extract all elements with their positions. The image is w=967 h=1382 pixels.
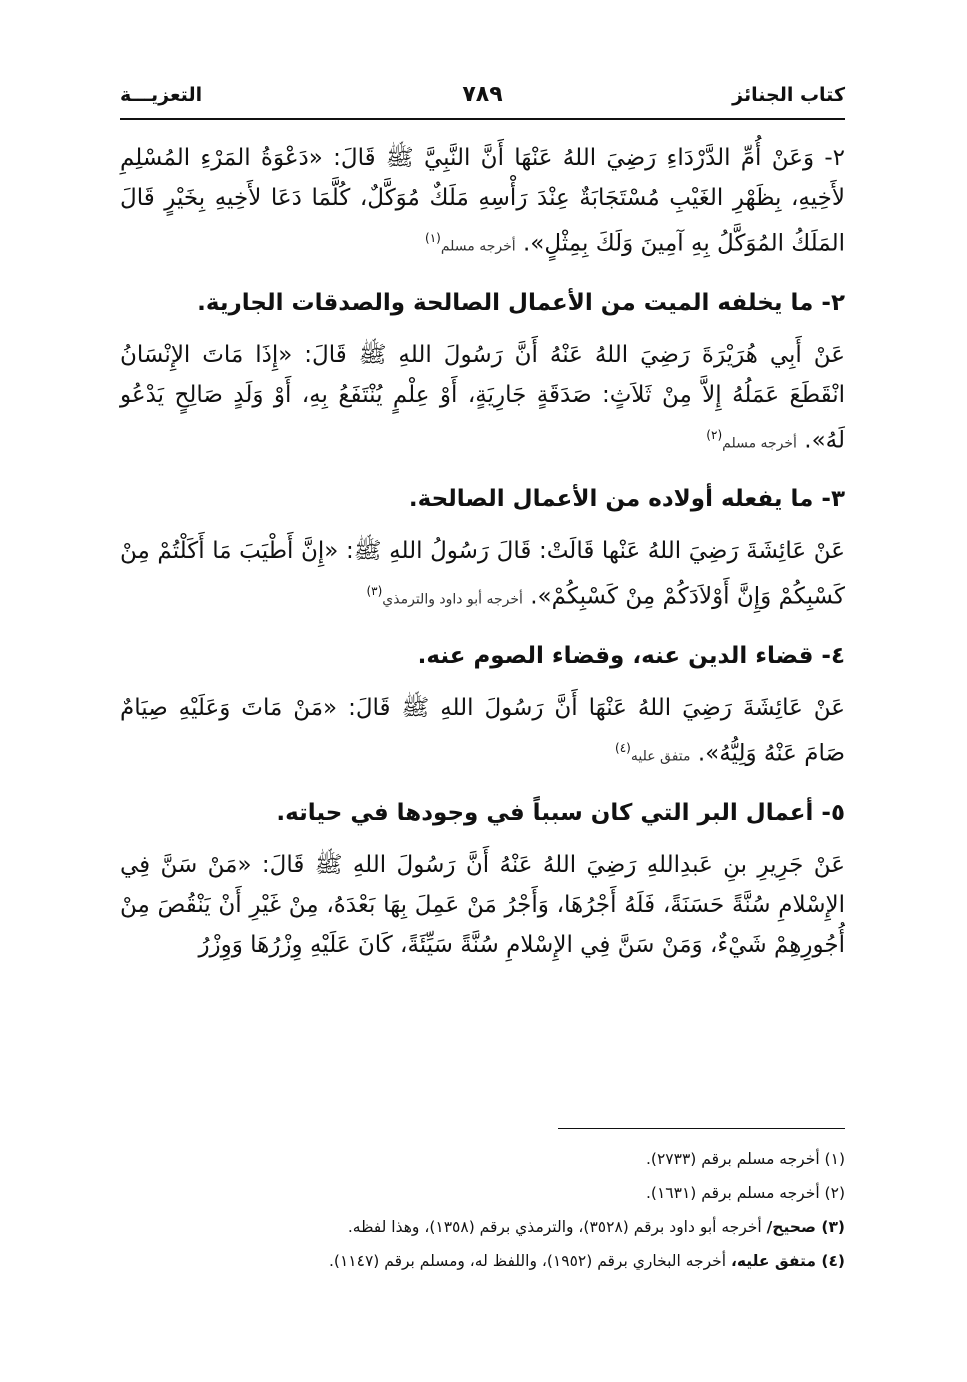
hadith-text: عَنْ جَرِيرِ بنِ عَبدِاللهِ رَضِيَ اللهُ عَنْهُ أَنَّ رَسُولَ اللهِ ﷺ قَالَ: «مَنْ سَنَّ فِي الإِسْلامِ سُنَّةً حَسَنَةً، فَلَهُ أَجْرُهَا، وَأَجْرُ مَنْ عَمِلَ بِهَا بَعْدَهُ، مِنْ غَيْرِ أَنْ يَنْقُصَ مِنْ أُجُورِهِمْ شَيْءٌ، وَمَنْ سَنَّ فِي الإِسْلامِ سُنَّةً سَيِّئَةً، كَانَ عَلَيْهِ وِزْرُهَا وَوِزْرُ [120,851,845,958]
footnote [120,1182,845,1204]
footnotes [120,1148,845,1284]
hadith-paragraph [120,531,845,620]
hadith-source: أخرجه مسلم [722,435,797,452]
footnote-ref: (٤) [615,740,631,755]
hadith-text: عَنْ أَبِي هُرَيْرَةَ رَضِيَ اللهُ عَنْهُ أَنَّ رَسُولَ اللهِ ﷺ قَالَ: «إِذَا مَاتَ الإِنْسَانُ انْقَطَعَ عَمَلُهُ إِلاَّ مِنْ ثَلاَثٍ: صَدَقَةٍ جَارِيَةٍ، أَوْ عِلْمٍ يُنْتَفَعُ بِهِ، أَوْ وَلَدٍ صَالِحٍ يَدْعُو لَهُ». [120,341,845,454]
footnote-text: أخرجه البخاري برقم (١٩٥٢)، واللفظ له، ومسلم برقم (١١٤٧). [329,1252,731,1270]
page-header [120,82,845,116]
hadith-paragraph [120,335,845,464]
footnote [120,1250,845,1272]
footnote-text: (١) أخرجه مسلم برقم (٢٧٣٣). [646,1150,845,1168]
section-heading: ٢- ما يخلفه الميت من الأعمال الصالحة والصدقات الجارية. [197,289,845,316]
footnote-ref: (١) [425,231,441,245]
hadith-paragraph [120,845,845,965]
footnote-grade: (٤) متفق عليه، [730,1252,845,1270]
hadith-text: ٢- وَعَنْ أُمِّ الدَّرْدَاءِ رَضِيَ اللهُ عَنْهَا أَنَّ النَّبِيَّ ﷺ قَالَ: «دَعْوَةُ المَرْءِ المُسْلِمِ لأَخِيهِ، بِظَهْرِ الغَيْبِ مُسْتَجَابَةٌ عِنْدَ رَأْسِهِ مَلَكٌ مُوَكَّلٌ، كُلَّمَا دَعَا لأَخِيهِ بِخَيْرٍ قَالَ المَلَكُ المُوَكَّلُ بِهِ آمِينَ وَلَكَ بِمِثْلٍ». [120,145,845,257]
footnote [120,1148,845,1170]
section-heading: ٤- قضاء الدين عنه، وقضاء الصوم عنه. [417,642,845,669]
hadith-text: عَنْ عَائِشَةَ رَضِيَ اللهُ عَنْهَا أَنَّ رَسُولَ اللهِ ﷺ قَالَ: «مَنْ مَاتَ وَعَلَيْهِ صِيَامٌ صَامَ عَنْهُ وَلِيُّهُ». [120,694,845,767]
footnote-ref: (٢) [706,427,723,442]
main-text [120,138,845,965]
hadith-paragraph [120,138,845,267]
hadith-text: عَنْ عَائِشَةَ رَضِيَ اللهُ عَنْها قَالَتْ: قَالَ رَسُولُ اللهِ ﷺ: «إِنَّ أَطْيَبَ مَا أَكَلْتُمْ مِنْ كَسْبِكُمْ وَإِنَّ أَوْلاَدَكُمْ مِنْ كَسْبِكُمْ». [120,538,845,610]
section-heading: ٥- أعمال البر التي كان سبباً في وجودها في حياته. [276,799,845,826]
header-section-title: التعزيـــة [120,84,203,106]
page-number: ٧٨٩ [462,82,503,107]
footnote-grade: (٣) صحيح/ [766,1218,845,1236]
footnote-divider [558,1128,845,1129]
footnote-text: أخرجه أبو داود برقم (٣٥٢٨)، والترمذي برقم (١٣٥٨)، وهذا لفظه. [347,1218,767,1236]
hadith-source: أخرجه مسلم [440,238,516,255]
section-heading: ٣- ما يفعله أولاده من الأعمال الصالحة. [408,486,845,513]
hadith-source: متفق عليه [630,748,691,765]
header-divider [120,118,845,120]
hadith-paragraph [120,688,845,777]
header-chapter-title: كتاب الجنائز [732,84,845,106]
footnote [120,1216,845,1238]
hadith-source: أخرجه أبو داود والترمذي [382,591,523,608]
footnote-ref: (٣) [366,584,383,599]
footnote-text: (٢) أخرجه مسلم برقم (١٦٣١). [646,1184,845,1202]
